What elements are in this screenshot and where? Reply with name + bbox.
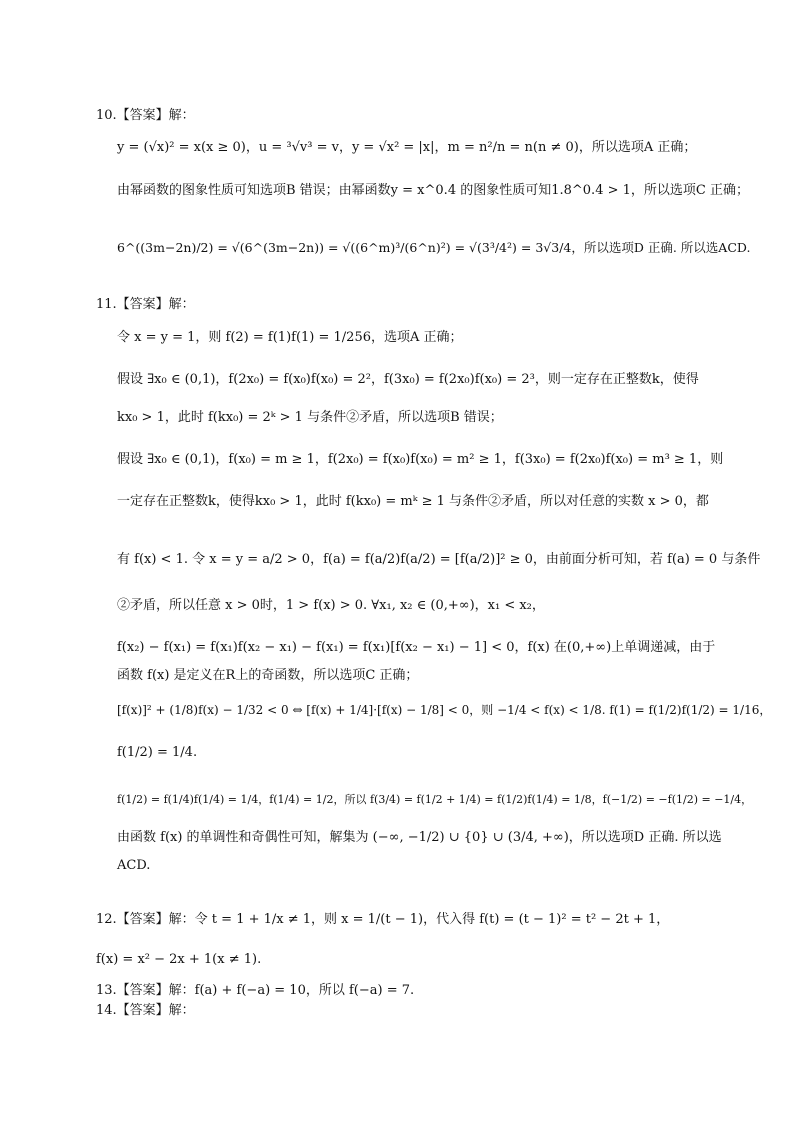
q11-line: 令 x = y = 1，则 f(2) = f(1)f(1) = 1/256，选项A 正确； [117,330,463,345]
q10-line: 由幂函数的图象性质可知选项B 错误；由幂函数y = x^0.4 的图象性质可知1.8^0.4 > 1，所以选项C 正确； [117,183,749,198]
q13-line: 13.【答案】解：f(a) + f(−a) = 10，所以 f(−a) = 7. [96,983,415,998]
q11-line: 函数 f(x) 是定义在R上的奇函数，所以选项C 正确； [117,668,419,683]
q14-header: 14.【答案】解： [96,1003,195,1018]
q11-line: ACD. [117,858,151,873]
q11-line: ②矛盾，所以任意 x > 0时，1 > f(x) > 0. ∀x₁, x₂ ∈ (0,+∞)，x₁ < x₂， [117,598,545,613]
q12-line: 12.【答案】解：令 t = 1 + 1/x ≠ 1，则 x = 1/(t − 1)，代入得 f(t) = (t − 1)² = t² − 2t + 1， [96,912,670,927]
q11-line: 假设 ∃x₀ ∈ (0,1)，f(2x₀) = f(x₀)f(x₀) = 2²，f(3x₀) = f(2x₀)f(x₀) = 2³，则一定存在正整数k，使得 [117,372,699,387]
q11-line: f(1/2) = f(1/4)f(1/4) = 1/4，f(1/4) = 1/2，所以 f(3/4) = f(1/2 + 1/4) = f(1/2)f(1/4) = 1/8，f(−1/2) = −f(1/2) = −1/4， [117,793,753,806]
q11-line: 假设 ∃x₀ ∈ (0,1)，f(x₀) = m ≥ 1，f(2x₀) = f(x₀)f(x₀) = m² ≥ 1，f(3x₀) = f(2x₀)f(x₀) = m³ ≥ 1，则 [117,452,724,467]
q11-line: 一定存在正整数k，使得kx₀ > 1，此时 f(kx₀) = mᵏ ≥ 1 与条件②矛盾，所以对任意的实数 x > 0，都 [117,494,709,509]
q10-line: y = (√x)² = x(x ≥ 0)，u = ³√v³ = v，y = √x² = |x|，m = n²/n = n(n ≠ 0)，所以选项A 正确； [117,140,697,155]
q11-line: [f(x)]² + (1/8)f(x) − 1/32 < 0 ⇔ [f(x) + 1/4]·[f(x) − 1/8] < 0，则 −1/4 < f(x) < 1/8. f(1) = f(1/2)f(1/2) = 1/16， [117,703,772,717]
q11-line: 由函数 f(x) 的单调性和奇偶性可知，解集为 (−∞, −1/2) ∪ {0} ∪ (3/4, +∞)，所以选项D 正确. 所以选 [117,830,722,845]
q11-line: f(1/2) = 1/4. [117,745,198,760]
q11-line: 有 f(x) < 1. 令 x = y = a/2 > 0，f(a) = f(a/2)f(a/2) = [f(a/2)]² ≥ 0，由前面分析可知，若 f(a) = 0 与条件 [117,552,761,567]
q10-line: 6^((3m−2n)/2) = √(6^(3m−2n)) = √((6^m)³/(6^n)²) = √(3³/4²) = 3√3/4，所以选项D 正确. 所以选ACD. [117,240,751,255]
q10-header: 10.【答案】解： [96,108,195,123]
q11-line: kx₀ > 1，此时 f(kx₀) = 2ᵏ > 1 与条件②矛盾，所以选项B 错误； [117,410,503,425]
q11-header: 11.【答案】解： [96,297,195,312]
q12-line: f(x) = x² − 2x + 1(x ≠ 1). [96,952,262,967]
q11-line: f(x₂) − f(x₁) = f(x₁)f(x₂ − x₁) − f(x₁) = f(x₁)[f(x₂ − x₁) − 1] < 0，f(x) 在(0,+∞)上单调递减，由于 [117,640,716,655]
